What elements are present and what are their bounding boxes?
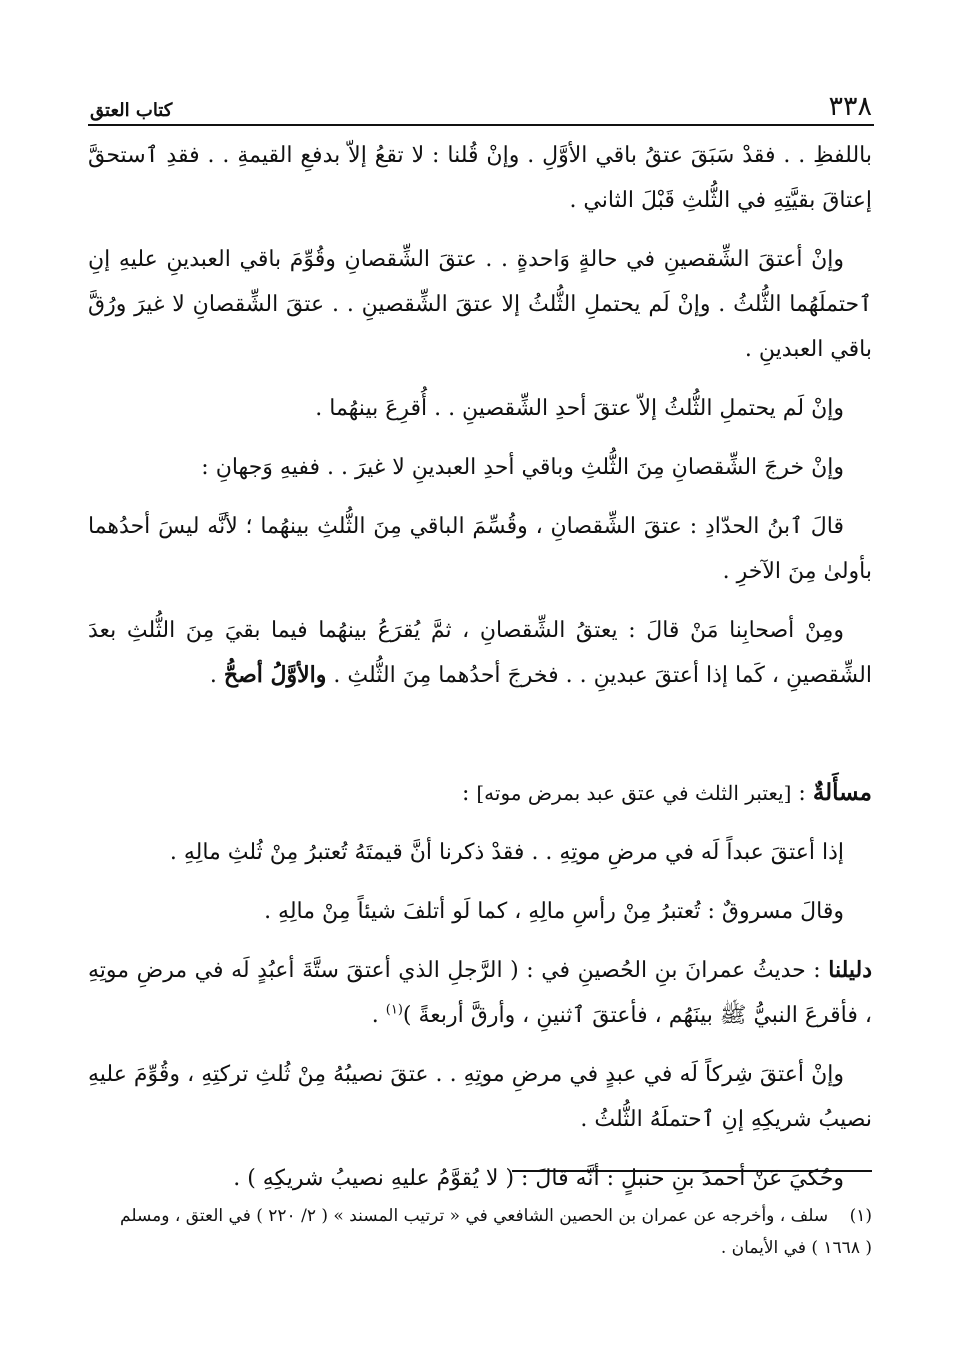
paragraph-6-text: ومِنْ أصحابِنا مَنْ قالَ : يعتقُ الشِّقصانِ ، ثمَّ يُقرَعُ بينهُما فيما بقيَ مِنَ الثُّلثِ بعدَ الشِّقصينِ ، كَما إذا أعتقَ عبدينِ . . فخرجَ أحدُهما مِنَ الثُّلثِ . <box>88 618 872 688</box>
question-paragraph-4: وحُكيَ عَنْ أحمدَ بنِ حنبلٍ : أنَّه قالَ : ( لا يُقوَّمُ عليهِ نصيبُ شريكِهِ ) . <box>233 1166 844 1191</box>
section-spacer <box>88 712 872 770</box>
paragraph-1: باللفظِ . . فقدْ سَبَقَ عتقُ باقي الأوَّلِ . وإنْ قُلنا : لا تقعُ إلاّ بدفعِ القيمةِ . . فقدِ ٱستحقَّ إعتاقَ بقيَّتِهِ في الثُّلثِ قَبْلَ الثاني . <box>88 143 872 213</box>
question-paragraph-2: وقالَ مسروقٌ : تُعتبرُ مِنْ رأسِ مالِهِ ، كما لَو أتلفَ شيئاً مِنْ مالِهِ . <box>264 899 844 924</box>
footnote <box>120 1200 872 1264</box>
paragraph-3: وإنْ لَم يحتملِ الثُّلثُ إلاّ عتقَ أحدِ الشِّقصينِ . . أُقرِعَ بينهُما . <box>315 396 844 421</box>
book-title: كتاب العتق <box>90 100 173 121</box>
paragraph-2: وإنْ أعتقَ الشِّقصينِ في حالةٍ وَاحدةٍ . . عتقَ الشِّقصانِ وقُوِّمَ باقي العبدينِ عليهِ إنِ ٱحتملَهُما الثُّلثُ . وإنْ لَم يحتملِ الثُّلثُ إلا عتقَ الشِّقصينِ . . عتقَ الشِّقصانِ لا غيرَ ورُقَّ باقي العبدينِ . <box>88 247 872 362</box>
paragraph-5: قالَ ٱبنُ الحدّادِ : عتقَ الشِّقصانِ ، وقُسِّمَ الباقي مِنَ الثُّلثِ بينهُما ؛ لأنَّه ليسَ أحدُهما بأولىٰ مِنَ الآخرِ . <box>88 514 872 584</box>
paragraph-4: وإنْ خرجَ الشِّقصانِ مِنَ الثُّلثِ وباقي أحدِ العبدينِ لا غيرَ . . ففيهِ وَجهانِ : <box>201 455 844 480</box>
footnote-reference[interactable]: (١) <box>385 1002 403 1018</box>
footnote-number: (١) <box>849 1206 872 1226</box>
main-text <box>88 133 872 1215</box>
evidence-label: دليلنا <box>828 957 872 983</box>
evidence-paragraph: دليلنا : حديثُ عمرانَ بنِ الحُصينِ في : ( الرَّجلِ الذي أعتقَ ستَّةَ أعبُدٍ لَه في مرضِ موتِهِ ، فأقرعَ النبيُّ ﷺ بينَهُم ، فأعتقَ ٱثنينِ ، وأرقَّ أربعةً )$^{(١)}$ . <box>88 957 872 1028</box>
question-heading: مسأَلةٌ : [يعتبر الثلث في عتق عبد بمرض موته] : <box>461 779 872 806</box>
evidence-text: حديثُ عمرانَ بنِ الحُصينِ في : ( الرَّجلِ الذي أعتقَ ستَّةَ أعبُدٍ لَه في مرضِ موتِهِ ، فأقرعَ النبيُّ ﷺ بينَهُم ، فأعتقَ ٱثنينِ ، وأرقَّ أربعةً ) <box>88 958 872 1028</box>
page-number: ٣٣٨ <box>828 91 872 122</box>
paragraph-6: ومِنْ أصحابِنا مَنْ قالَ : يعتقُ الشِّقصانِ ، ثمَّ يُقرَعُ بينهُما فيما بقيَ مِنَ الثُّلثِ بعدَ الشِّقصينِ ، كَما إذا أعتقَ عبدينِ . . فخرجَ أحدُهما مِنَ الثُّلثِ . والأوَّلُ أصحُّ . <box>88 618 872 688</box>
running-header <box>90 80 872 120</box>
preferred-opinion: والأوَّلُ أصحُّ <box>223 662 327 688</box>
footnote-text: سلف ، وأخرجه عن عمران بن الحصين الشافعي في « ترتيب المسند » ( ٢/ ٢٢٠ ) في العتق ، ومسلم ( ١٦٦٨ ) في الأيمان . <box>120 1206 872 1258</box>
question-label: مسأَلةٌ <box>812 779 872 806</box>
question-paragraph-3: وإنْ أعتقَ شِركاً لَه في عبدٍ في مرضِ موتِهِ . . عتقَ نصيبُهُ مِنْ ثُلثِ تركتِهِ ، وقُوِّمَ عليهِ نصيبُ شريكِهِ إنِ ٱحتملَهُ الثُّلثُ . <box>88 1062 872 1132</box>
question-paragraph-1: إذا أعتقَ عبداً لَه في مرضِ موتِهِ . . فقدْ ذكرنا أنَّ قيمتَهُ تُعتبرُ مِنْ ثُلثِ مالِهِ . <box>169 840 844 865</box>
footnote-separator <box>512 1170 872 1172</box>
header-rule <box>88 124 874 126</box>
question-title: [يعتبر الثلث في عتق عبد بمرض موته] <box>476 781 792 805</box>
